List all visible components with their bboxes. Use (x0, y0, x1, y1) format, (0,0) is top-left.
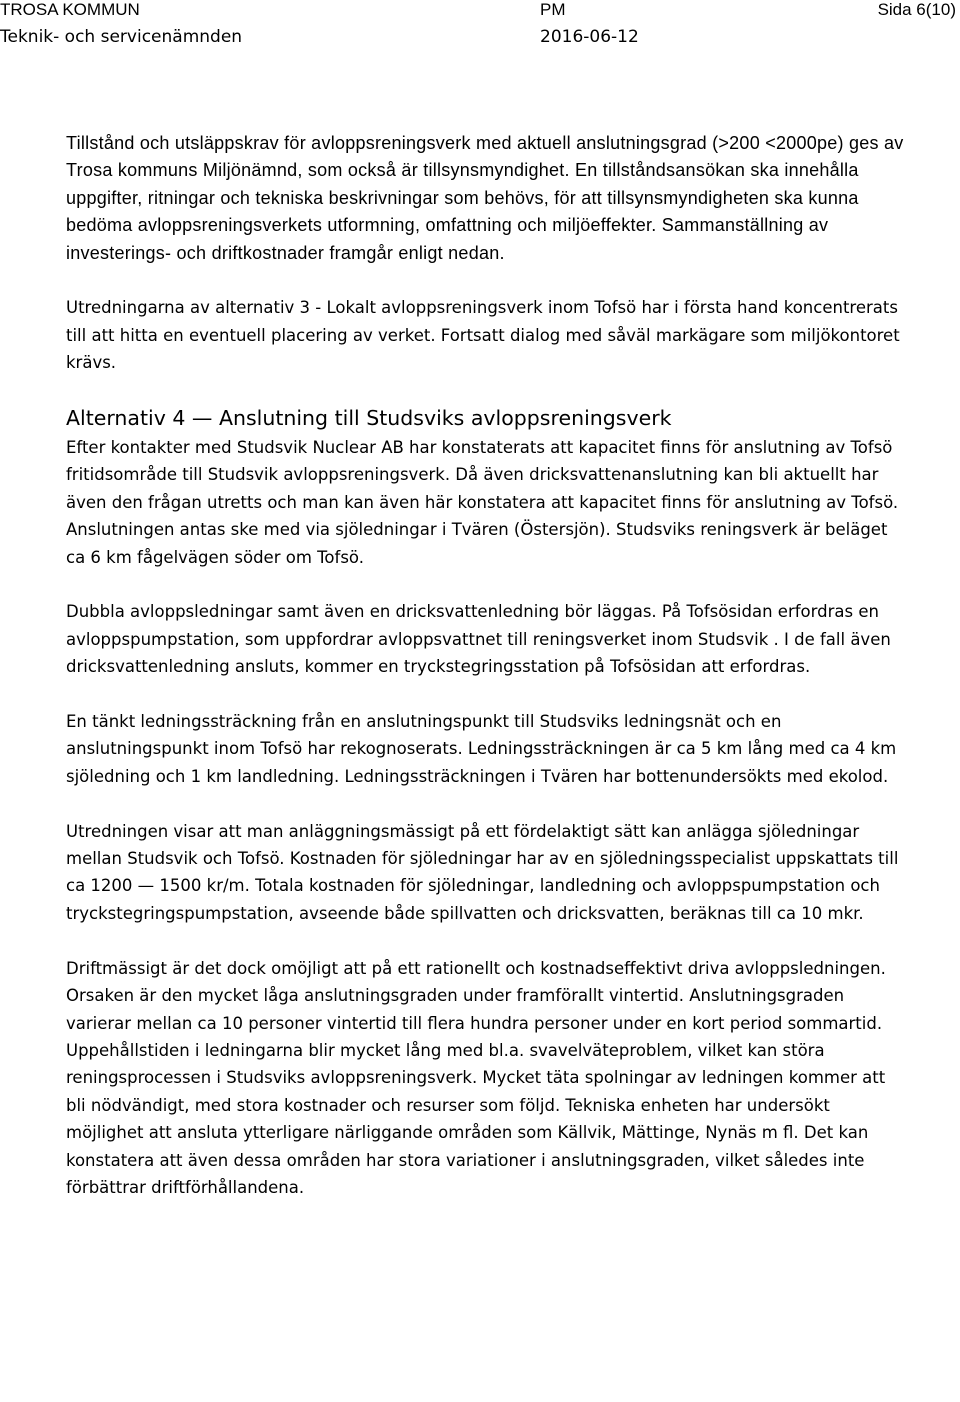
paragraph-pipeline-route: En tänkt ledningssträckning från en anslutningspunkt till Studsviks ledningsnät och en anslutningspunkt inom Tofsö har rekognoserats. Ledningssträckningen är ca 5 km lång med ca 4 km sjöledning och 1 km landledning. Ledningssträckningen i Tvären har bottenundersökts med ekolod. (66, 712, 897, 786)
document-type: PM (540, 0, 566, 19)
organization-name: TROSA KOMMUN (0, 0, 140, 19)
paragraph-cost-estimate: Utredningen visar att man anläggningsmässigt på ett fördelaktigt sätt kan anlägga sjöledningar mellan Studsvik och Tofsö. Kostnaden för sjöledningar har av en sjöledningsspecialist uppskattats till ca 1200 — 1500 kr/m. Totala kostnaden för sjöledningar, landledning och avloppspumpstation och tryckstegringspumpstation, avseende både spillvatten och dricksvatten, beräknas till ca 10 mkr. (66, 821, 899, 923)
document-body (66, 130, 906, 1229)
document-date: 2016-06-12 (540, 27, 639, 47)
paragraph-studsvik-contact: Efter kontakter med Studsvik Nuclear AB har konstaterats att kapacitet finns för anslutning av Tofsö fritidsområde till Studsvik avloppsreningsverk. Då även dricksvattenanslutning kan bli aktuellt har även den frågan utretts och man kan även här konstatera att kapacitet finns för anslutning av Tofsö. Anslutningen antas ske med via sjöledningar i Tvären (Östersjön). Studsviks reningsverk är beläget ca 6 km fågelvägen söder om Tofsö. (66, 438, 899, 567)
paragraph-permit-requirements: Tillstånd och utsläppskrav för avloppsreningsverk med aktuell anslutningsgrad (>200 <2000pe) ges av Trosa kommuns Miljönämnd, som också är tillsynsmyndighet. En tillståndsansökan ska innehålla uppgifter, ritningar och tekniska beskrivningar som behövs, för att tillsynsmyndigheten ska kunna bedöma avloppsreningsverkets utformning, omfattning och miljöeffekter. Sammanställning av investerings- och driftkostnader framgår enligt nedan. (66, 133, 904, 263)
section-heading-alternative-4: Alternativ 4 — Anslutning till Studsviks avloppsreningsverk (66, 406, 672, 431)
paragraph-operational-issues: Driftmässigt är det dock omöjligt att på ett rationellt och kostnadseffektivt driva avloppsledningen. Orsaken är den mycket låga anslutningsgraden under framförallt vintertid. Anslutningsgraden varierar mellan ca 10 personer vintertid till flera hundra personer under en kort period sommartid. Uppehållstiden i ledningarna blir mycket lång med bl.a. svavelväteproblem, vilket kan störa reningsprocessen i Studsviks avloppsreningsverk. Mycket täta spolningar av ledningen kommer att bli nödvändigt, med stora kostnader och resurser som följd. Tekniska enheten har undersökt möjlighet att ansluta ytterligare närliggande områden som Källvik, Mättinge, Nynäs m fl. Det kan konstatera att även dessa områden har stora variationer i anslutningsgraden, vilket således inte förbättrar driftförhållandena. (66, 958, 886, 1197)
paragraph-double-pipelines: Dubbla avloppsledningar samt även en dricksvattenledning bör läggas. På Tofsösidan erfordras en avloppspumpstation, som uppfordrar avloppsvattnet till reningsverket inom Studsvik . I de fall även dricksvattenledning ansluts, kommer en tryckstegringsstation på Tofsösidan att erfordras. (66, 602, 891, 677)
page-number: Sida 6(10) (877, 0, 956, 19)
department-name: Teknik- och servicenämnden (0, 27, 243, 47)
paragraph-alternative-3: Utredningarna av alternativ 3 - Lokalt avloppsreningsverk inom Tofsö har i första hand koncentrerats till att hitta en eventuell placering av verket. Fortsatt dialog med såväl markägare som miljökontoret krävs. (66, 298, 900, 373)
